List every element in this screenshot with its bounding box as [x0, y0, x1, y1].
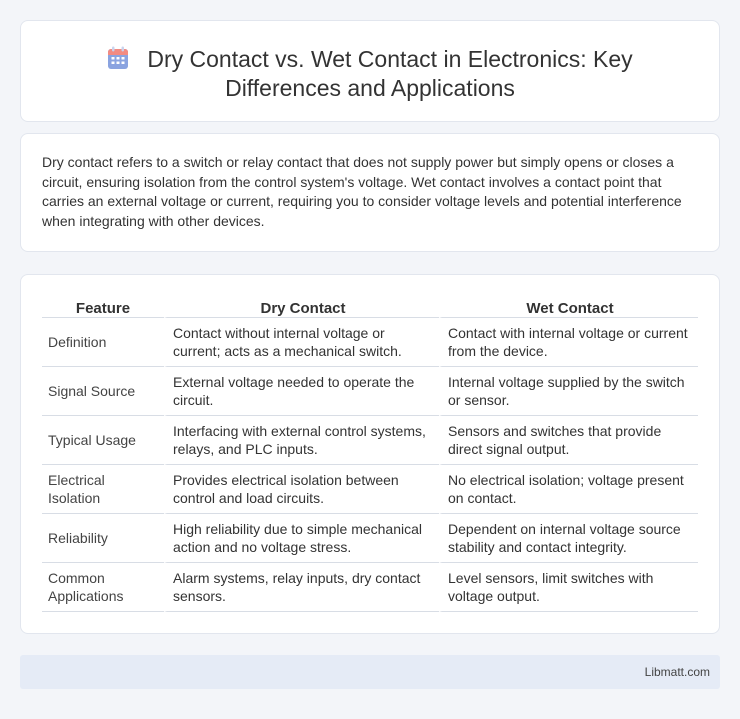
wet-cell: Contact with internal voltage or current from the device. [439, 318, 698, 367]
dry-cell: Interfacing with external control systems, relays, and PLC inputs. [164, 416, 439, 465]
dry-cell: Provides electrical isolation between control and load circuits. [164, 465, 439, 514]
title-line-2: Differences and Applications [225, 75, 515, 101]
wet-cell: No electrical isolation; voltage present on contact. [439, 465, 698, 514]
intro-paragraph: Dry contact refers to a switch or relay contact that does not supply power but simply opens or closes a circuit, ensuring isolation from the control system's voltage. Wet contact involves a contact point that carries an external voltage or current, requiring you to consider voltage levels and potential interference when integrating with other devices. [42, 154, 682, 229]
header-feature: Feature [42, 297, 164, 318]
dry-cell: External voltage needed to operate the circuit. [164, 367, 439, 416]
footer-bar [20, 655, 720, 689]
table-row [42, 416, 698, 465]
table-header-row [42, 297, 698, 318]
wet-cell: Internal voltage supplied by the switch or sensor. [439, 367, 698, 416]
wet-cell: Level sensors, limit switches with voltage output. [439, 563, 698, 612]
table-row [42, 367, 698, 416]
feature-cell: Electrical Isolation [42, 465, 164, 514]
header-dry-contact: Dry Contact [164, 297, 439, 318]
wet-cell: Sensors and switches that provide direct signal output. [439, 416, 698, 465]
header-card [20, 20, 720, 122]
intro-card [20, 133, 720, 252]
table-row [42, 563, 698, 612]
feature-cell: Definition [42, 318, 164, 367]
feature-cell: Typical Usage [42, 416, 164, 465]
dry-cell: High reliability due to simple mechanical action and no voltage stress. [164, 514, 439, 563]
dry-cell: Contact without internal voltage or current; acts as a mechanical switch. [164, 318, 439, 367]
table-row [42, 318, 698, 367]
table-row [42, 514, 698, 563]
comparison-card [20, 274, 720, 634]
feature-cell: Signal Source [42, 367, 164, 416]
footer-brand-link[interactable]: Libmatt.com [644, 665, 710, 679]
dry-cell: Alarm systems, relay inputs, dry contact sensors. [164, 563, 439, 612]
title-line-1: Dry Contact vs. Wet Contact in Electronics: Key [147, 46, 633, 72]
feature-cell: Reliability [42, 514, 164, 563]
comparison-table [42, 297, 698, 612]
calendar-icon [107, 46, 129, 70]
header-wet-contact: Wet Contact [439, 297, 698, 318]
wet-cell: Dependent on internal voltage source stability and contact integrity. [439, 514, 698, 563]
table-row [42, 465, 698, 514]
feature-cell: Common Applications [42, 563, 164, 612]
page-title [21, 45, 719, 103]
